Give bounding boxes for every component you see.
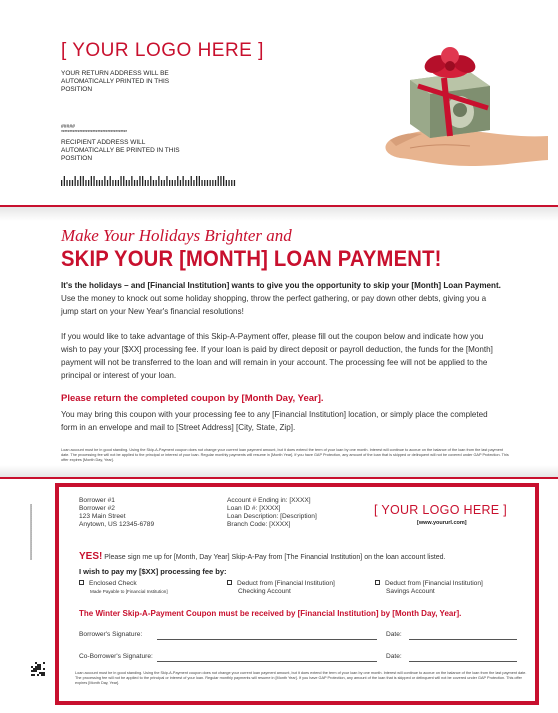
intro-bold-text: It's the holidays – and [Financial Institution] wants to give you the opportunity to skip your [Month] Loan Payment. — [61, 281, 501, 290]
delivery-paragraph: You may bring this coupon with your processing fee to any [Financial Institution] location, or simply place the completed form in an envelope and mail to [Street Address] [City, State, Zip]. — [61, 410, 488, 432]
loan-id: Loan ID #: [XXXX] — [227, 505, 281, 512]
intro-paragraph — [61, 279, 501, 318]
letter-fine-print: Loan account must be in good standing. Using the Skip-A-Payment coupon does not change your current loan payment amount, but it does extend the term of your loan by one month. Interest will continue to accrue on the balance of the loan from the last payment date. The processing fee will not be applied to the principal or interest of your loan. Regular monthly payments will resume in [Month Year]. If you have GAP Protection, any amount of the loan that is skipped or delinquent will not be covered under GAP Protection. This offer expires [Month Day, Year]. — [61, 448, 509, 462]
borrower-1: Borrower #1 — [79, 497, 115, 504]
skip-payment-coupon — [55, 483, 539, 705]
signup-line — [79, 551, 446, 562]
payment-method-heading: I wish to pay my [$XX] processing fee by: — [79, 567, 227, 576]
headline-script: Make Your Holidays Brighter and — [61, 226, 292, 245]
option1-sub: Made Payable to [Financial Institution] — [90, 589, 168, 594]
borrower-block — [79, 497, 154, 529]
borrower-signature-label: Borrower's Signature: — [79, 631, 143, 638]
headline-main: SKIP YOUR [MONTH] LOAN PAYMENT! — [61, 246, 442, 271]
option-deduct-savings[interactable] — [375, 580, 483, 596]
option1-label: Enclosed Check — [89, 580, 137, 587]
fold-line-bottom — [0, 477, 558, 479]
borrower-signature-field[interactable] — [157, 639, 377, 640]
borrower-city: Anytown, US 12345-6789 — [79, 521, 155, 528]
option-deduct-checking[interactable] — [227, 580, 335, 596]
option2-label: Deduct from [Financial Institution] — [237, 580, 335, 587]
borrower-date-label: Date: — [386, 631, 402, 638]
checkbox-icon[interactable] — [375, 580, 380, 585]
vertical-stars: xxxxxxxxxxxxxxxxxxxxxxxxxxxx — [28, 504, 33, 560]
coborrower-signature-field[interactable] — [157, 661, 377, 662]
recipient-address: RECIPIENT ADDRESS WILL AUTOMATICALLY BE PRINTED IN THIS POSITION — [61, 139, 180, 162]
stars-short: ##### — [61, 124, 75, 130]
coupon-logo-placeholder: [ YOUR LOGO HERE ] — [374, 503, 507, 517]
intro-rest-text: Use the money to knock out some holiday shopping, throw the perfect gathering, or pay down other debts, giving you a jump start on your New Year's financial resolutions! — [61, 294, 487, 316]
borrower-street: 123 Main Street — [79, 513, 126, 520]
postal-barcode-icon — [61, 176, 237, 186]
option2-sub: Checking Account — [238, 588, 291, 595]
checkbox-icon[interactable] — [79, 580, 84, 585]
loan-info-block — [227, 497, 317, 529]
coupon-deadline: The Winter Skip-A-Payment Coupon must be received by [Financial Institution] by [Month Day, Year]. — [79, 609, 462, 618]
coborrower-date-field[interactable] — [409, 661, 517, 662]
return-address: YOUR RETURN ADDRESS WILL BE AUTOMATICALLY PRINTED IN THIS POSITION — [61, 70, 170, 93]
coupon-url: [www.yoururl.com] — [417, 520, 467, 526]
coupon-fine-print: Loan account must be in good standing. Using the Skip-A-Payment coupon does not change your current loan payment amount, but it does extend the term of your loan by one month. Interest will continue to accrue on the balance of the loan from the last payment date. The processing fee will not be applied to the principal or interest of your loan. Regular monthly payments will resume in [Month Year]. If you have GAP Protection, any amount of the loan that is skipped or delinquent will not be covered under GAP Protection. This offer expires [Month Day, Year]. — [75, 671, 527, 685]
option3-label: Deduct from [Financial Institution] — [385, 580, 483, 587]
return-heading: Please return the completed coupon by [Month Day, Year]. — [61, 393, 324, 404]
option-enclosed-check[interactable] — [79, 580, 168, 596]
qr-code-icon — [31, 662, 45, 676]
instructions-paragraph: If you would like to take advantage of this Skip-A-Payment offer, please fill out the coupon below and indicate how you wish to pay your [$XX] processing fee. If your loan is paid by direct deposit or payroll deduction, the funds for the [Month] payment will not be transferred to the loan and will remain in your account. The processing fee will not be applied to the principal or interest of your loan. — [61, 332, 493, 380]
header-logo-placeholder: [ YOUR LOGO HERE ] — [61, 40, 264, 61]
fold-shade-top — [0, 207, 558, 221]
signup-text: Please sign me up for [Month, Day Year] Skip-A-Pay from [The Financial Institution] on the loan account listed. — [102, 554, 446, 561]
stars-long: **************************************** — [61, 130, 127, 136]
loan-description: Loan Description: [Description] — [227, 513, 317, 520]
borrower-date-field[interactable] — [409, 639, 517, 640]
yes-word: YES! — [79, 551, 103, 562]
borrower-2: Borrower #2 — [79, 505, 115, 512]
fold-shade-bottom — [0, 465, 558, 477]
checkbox-icon[interactable] — [227, 580, 232, 585]
coborrower-date-label: Date: — [386, 653, 402, 660]
branch-code: Branch Code: [XXXX] — [227, 521, 291, 528]
account-number: Account # Ending in: [XXXX] — [227, 497, 311, 504]
coborrower-signature-label: Co-Borrower's Signature: — [79, 653, 153, 660]
option3-sub: Savings Account — [386, 588, 435, 595]
hand-gift-icon — [350, 20, 548, 170]
